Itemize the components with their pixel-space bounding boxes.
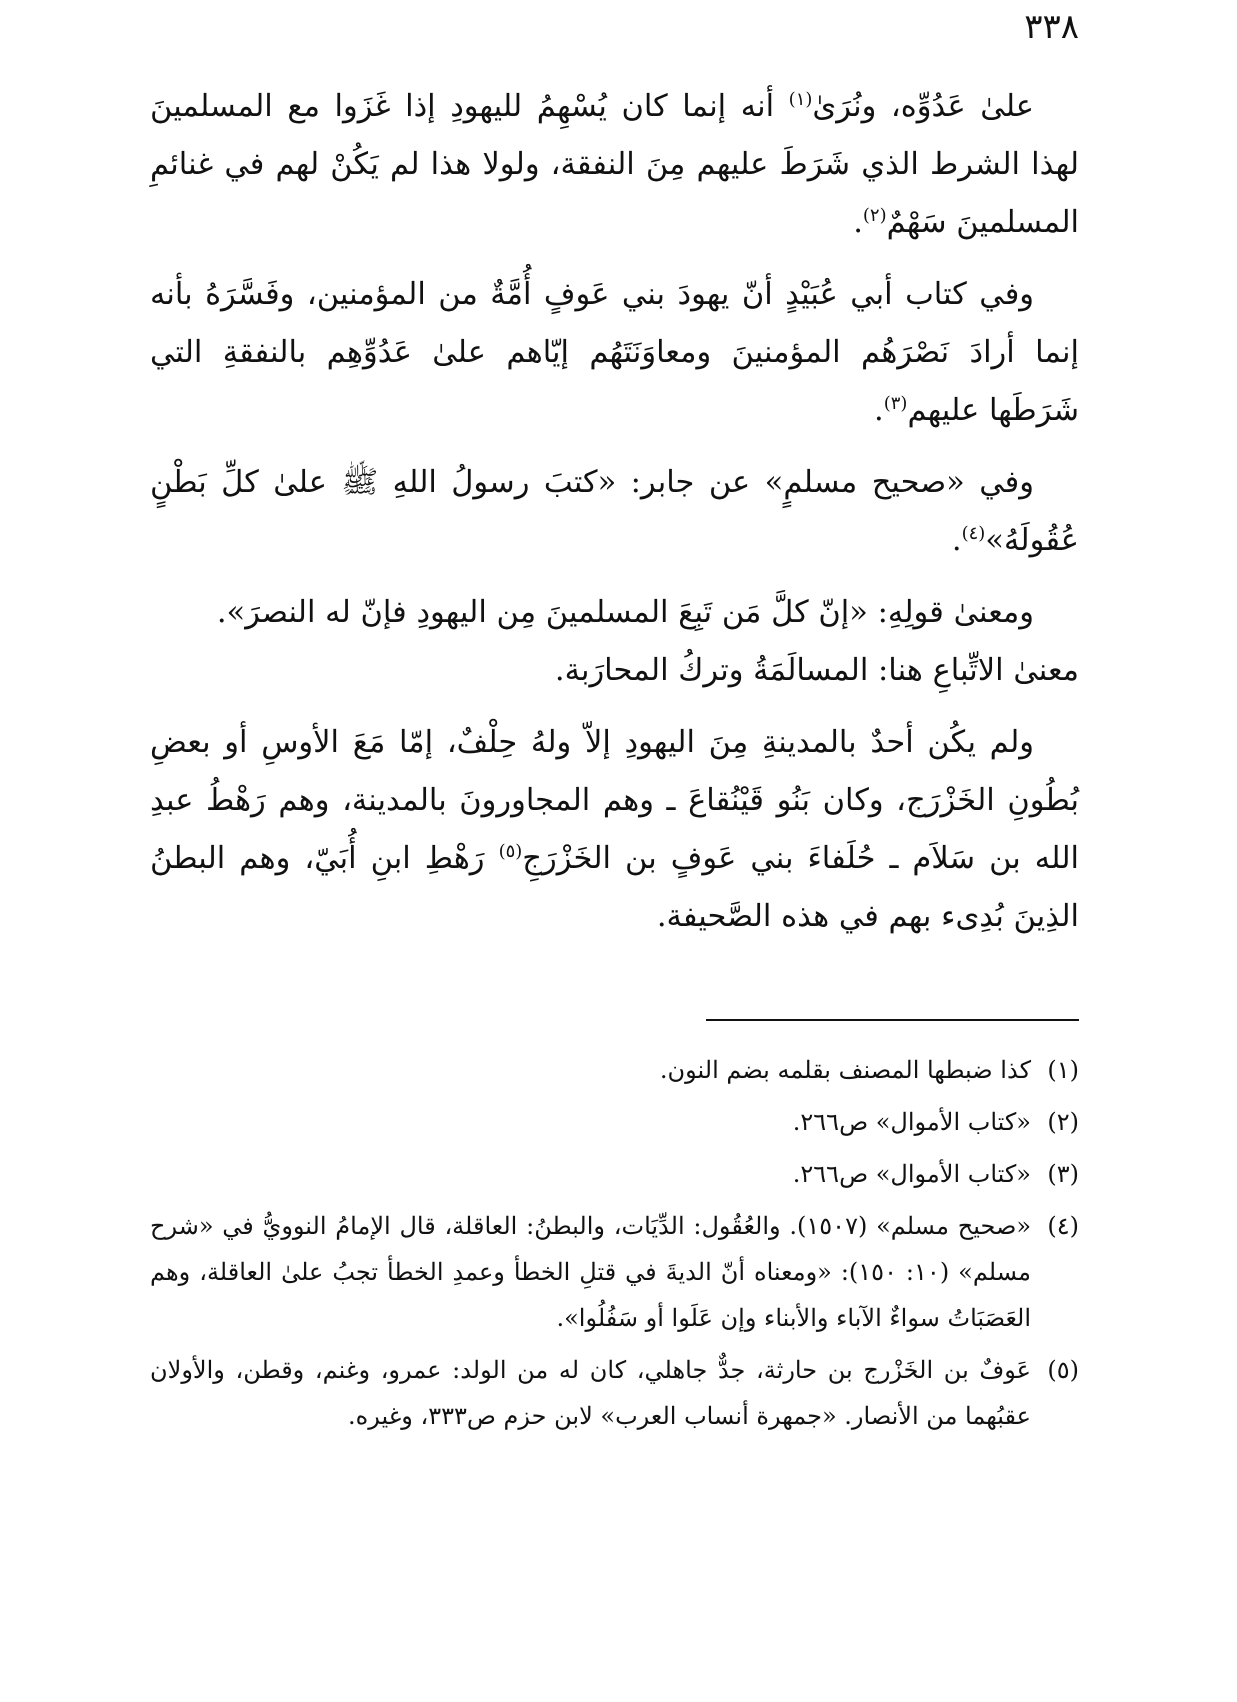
paragraph-5 [150,714,1079,946]
paragraph-text: . [853,205,863,240]
paragraph-text: وفي «صحيح مسلمٍ» عن جابر: «كتبَ رسولُ اللهِ ﷺ علىٰ كلِّ بَطْنٍ عُقُولَهُ» [150,465,1079,558]
footnote-text: عَوفٌ بن الخَزْرج بن حارثة، جدٌّ جاهلي، كان له من الولد: عمرو، وغنم، وقطن، والأولان عقبُهما من الأنصار. «جمهرة أنساب العرب» لابن حزم ص٣٣٣، وغيره. [150,1356,1031,1430]
paragraph-text: . [874,393,884,428]
footnote-5 [150,1347,1079,1439]
footnote-number: (٣) [1047,1160,1079,1188]
paragraph-4-continuation [150,642,1079,700]
footnote-2 [150,1099,1079,1145]
footnote-text: «كتاب الأموال» ص٢٦٦. [792,1108,1031,1136]
footnote-number: (٢) [1047,1108,1079,1136]
footnote-ref-2: (٢) [862,204,887,226]
main-text [150,78,1079,960]
paragraph-4 [150,584,1079,642]
footnote-number: (٥) [1047,1356,1079,1384]
footnote-ref-1: (١) [788,88,813,110]
footnote-text: كذا ضبطها المصنف بقلمه بضم النون. [659,1056,1031,1084]
footnote-ref-5: (٥) [498,840,523,862]
footnote-separator [706,1019,1079,1021]
footnote-ref-4: (٤) [961,522,986,544]
paragraph-2 [150,266,1079,440]
paragraph-text: أنه إنما كان يُسْهِمُ لليهودِ إذا غَزَوا مع المسلمينَ لهذا الشرط الذي شَرَطَ عليهم مِنَ النفقة، ولولا هذا لم يَكُنْ لهم في غنائمِ المسلمينَ سَهْمٌ [150,89,1079,240]
page-number: ٣٣٨ [1024,7,1079,47]
paragraph-text: ولم يكُن أحدٌ بالمدينةِ مِنَ اليهودِ إلاّ ولهُ حِلْفٌ، إمّا مَعَ الأوسِ أو بعضِ بُطُونِ الخَزْرَج، وكان بَنُو قَيْنُقاعَ ـ وهم المجاورونَ بالمدينة، وهم رَهْطُ عبدِ الله بن سَلاَم ـ حُلَفاءَ بني عَوفٍ بن الخَزْرَجِ [150,725,1079,876]
paragraph-3 [150,454,1079,570]
footnote-1 [150,1047,1079,1093]
paragraph-text: ومعنىٰ قولِهِ: «إنّ كلَّ مَن تَبِعَ المسلمينَ مِن اليهودِ فإنّ له النصرَ». [216,595,1034,630]
footnote-3 [150,1151,1079,1197]
footnote-number: (٤) [1047,1212,1079,1240]
paragraph-1 [150,78,1079,252]
paragraph-text: . [951,523,962,558]
footnote-number: (١) [1047,1056,1079,1084]
footnote-4 [150,1203,1079,1341]
footnotes [150,1047,1079,1445]
paragraph-text: وفي كتاب أبي عُبَيْدٍ أنّ يهودَ بني عَوفٍ أُمَّةٌ من المؤمنين، وفَسَّرَهُ بأنه إنما أرادَ نَصْرَهُم المؤمنينَ ومعاوَنَتَهُم إيّاهم علىٰ عَدُوِّهِم بالنفقةِ التي شَرَطَها عليهم [150,277,1079,428]
paragraph-text: علىٰ عَدُوِّه، ونُرَىٰ [812,89,1034,124]
footnote-ref-3: (٣) [883,392,908,414]
paragraph-text: معنىٰ الاتِّباعِ هنا: المسالَمَةُ وتركُ المحارَبة. [554,653,1079,688]
footnote-text: «صحيح مسلم» (١٥٠٧). والعُقُول: الدِّيَات، والبطنُ: العاقلة، قال الإمامُ النوويُّ في «شرح مسلم» (١٠: ١٥٠): «ومعناه أنّ الديةَ في قتلِ الخطأ وعمدِ الخطأ تجبُ علىٰ العاقلة، وهم العَصَبَاتُ سواءٌ الآباء والأبناء وإن عَلَوا أو سَفُلُوا». [150,1212,1032,1332]
footnote-text: «كتاب الأموال» ص٢٦٦. [792,1160,1031,1188]
paragraph-text: رَهْطِ ابنِ أُبَيّ، وهم البطنُ الذِينَ بُدِىء بهم في هذه الصَّحيفة. [150,841,1079,934]
